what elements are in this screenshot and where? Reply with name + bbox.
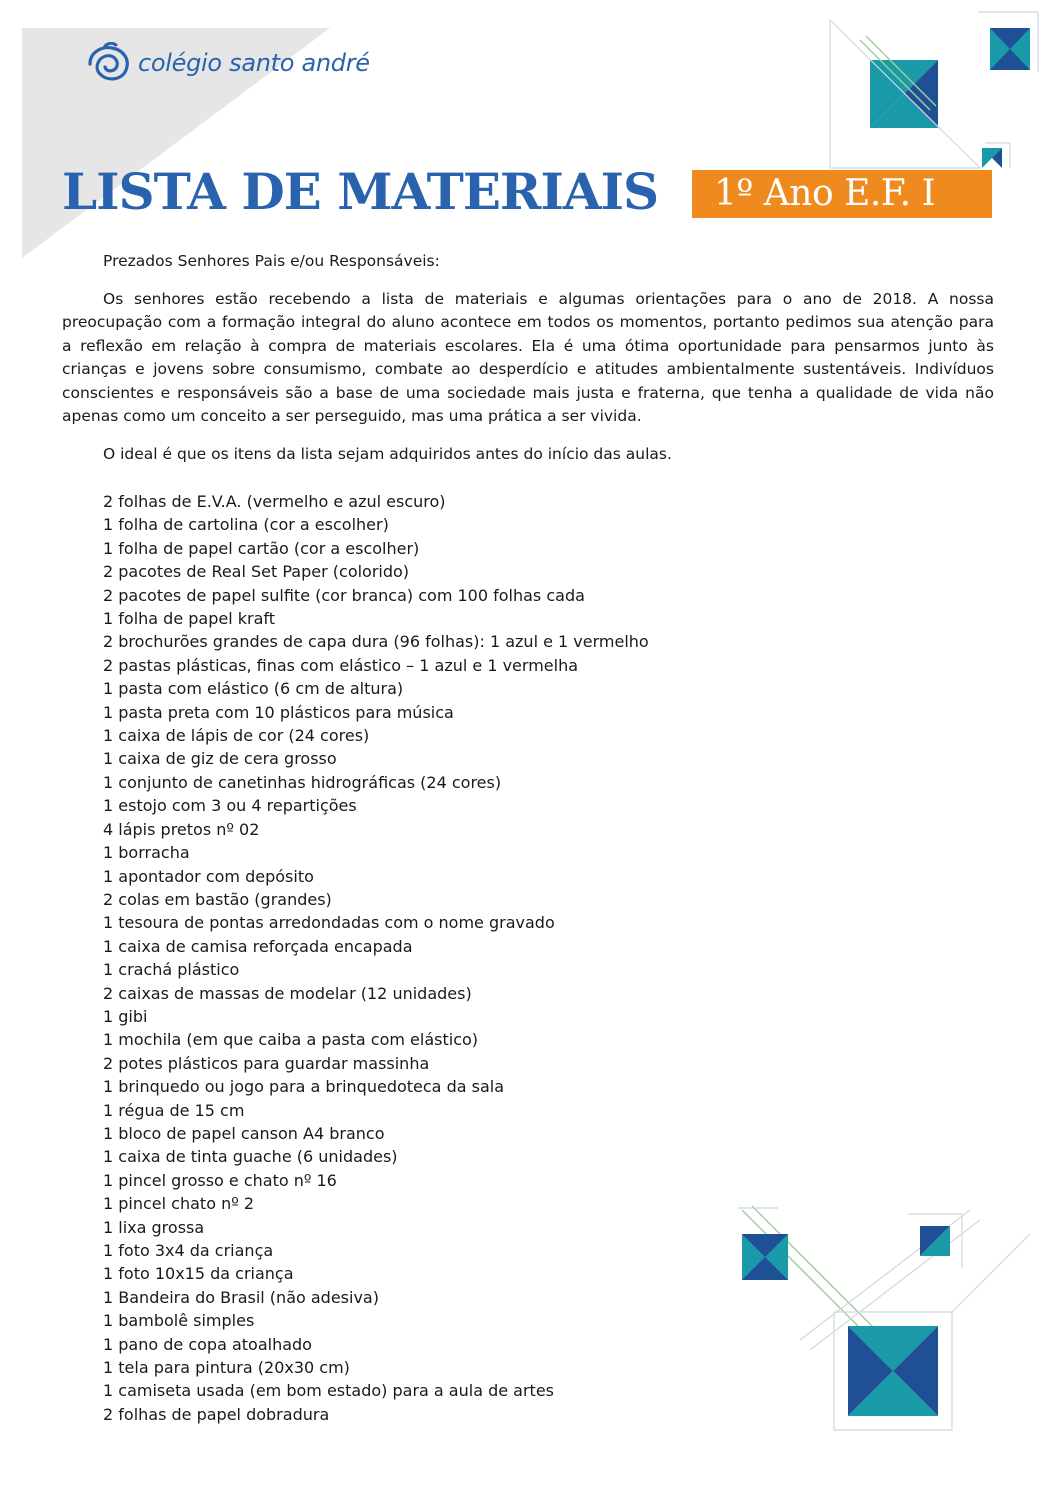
list-item: 1 crachá plástico bbox=[103, 960, 240, 980]
list-item: 1 conjunto de canetinhas hidrográficas (24 cores) bbox=[103, 772, 502, 792]
list-item: 1 foto 10x15 da criança bbox=[103, 1264, 294, 1284]
bottom-right-triangle-decoration bbox=[730, 1200, 1058, 1497]
list-item: 2 brochurões grandes de capa dura (96 folhas): 1 azul e 1 vermelho bbox=[103, 632, 649, 652]
list-item: 1 pincel chato nº 2 bbox=[103, 1194, 255, 1214]
list-item: 2 caixas de massas de modelar (12 unidades) bbox=[103, 983, 472, 1003]
list-item: 1 camiseta usada (em bom estado) para a aula de artes bbox=[103, 1381, 554, 1401]
list-item: 1 régua de 15 cm bbox=[103, 1100, 245, 1120]
list-item: 1 lixa grossa bbox=[103, 1217, 205, 1237]
list-item: 2 pacotes de Real Set Paper (colorido) bbox=[103, 562, 410, 582]
list-item: 1 pasta preta com 10 plásticos para música bbox=[103, 702, 454, 722]
list-item: 1 caixa de giz de cera grosso bbox=[103, 749, 337, 769]
list-item: 1 folha de papel kraft bbox=[103, 609, 276, 629]
note-paragraph: O ideal é que os itens da lista sejam adquiridos antes do início das aulas. bbox=[103, 444, 672, 463]
list-item: 1 tesoura de pontas arredondadas com o nome gravado bbox=[103, 913, 555, 933]
list-item: 1 folha de cartolina (cor a escolher) bbox=[103, 515, 389, 535]
list-item: 1 borracha bbox=[103, 843, 190, 863]
list-item: 1 brinquedo ou jogo para a brinquedoteca da sala bbox=[103, 1077, 505, 1097]
greeting: Prezados Senhores Pais e/ou Responsáveis: bbox=[103, 252, 440, 270]
top-right-triangle-decoration bbox=[820, 0, 1058, 180]
list-item: 1 caixa de lápis de cor (24 cores) bbox=[103, 726, 370, 746]
list-item: 2 potes plásticos para guardar massinha bbox=[103, 1053, 430, 1073]
list-item: 1 folha de papel cartão (cor a escolher) bbox=[103, 538, 420, 558]
list-item: 4 lápis pretos nº 02 bbox=[103, 819, 260, 839]
list-item: 1 gibi bbox=[103, 1006, 148, 1026]
list-item: 1 Bandeira do Brasil (não adesiva) bbox=[103, 1287, 379, 1307]
intro-paragraph: Os senhores estão recebendo a lista de materiais e algumas orientações para o ano de 2018. A nossa preocupação com a formação integral do aluno acontece em todos os momentos, portanto pedimos sua atenção para a reflexão em relação à compra de materiais escolares. Ela é uma ótima oportunidade para pensarmos junto às crianças e jovens sobre consumismo, combate ao desperdício e atitudes ambientalmente sustentáveis. Indivíduos conscientes e responsáveis são a base de uma sociedade mais justa e fraterna, que tenha a qualidade de vida não apenas como um conceito a ser perseguido, mas uma prática a ser vivida. bbox=[62, 289, 994, 425]
list-item: 1 apontador com depósito bbox=[103, 866, 314, 886]
list-item: 1 mochila (em que caiba a pasta com elástico) bbox=[103, 1030, 479, 1050]
list-item: 2 pacotes de papel sulfite (cor branca) com 100 folhas cada bbox=[103, 585, 585, 605]
list-item: 1 pincel grosso e chato nº 16 bbox=[103, 1170, 337, 1190]
list-item: 2 pastas plásticas, finas com elástico – 1 azul e 1 vermelha bbox=[103, 655, 579, 675]
school-logo bbox=[86, 42, 370, 84]
grade-badge: 1º Ano E.F. I bbox=[692, 170, 992, 218]
list-item: 1 foto 3x4 da criança bbox=[103, 1241, 274, 1260]
list-item: 2 colas em bastão (grandes) bbox=[103, 889, 332, 909]
list-item: 2 folhas de papel dobradura bbox=[103, 1404, 330, 1424]
spiral-logo-icon bbox=[86, 42, 136, 84]
list-item: 1 pano de copa atoalhado bbox=[103, 1334, 312, 1354]
logo-text: colégio santo andré bbox=[138, 49, 370, 77]
list-item: 1 bloco de papel canson A4 branco bbox=[103, 1123, 385, 1143]
list-item: 1 tela para pintura (20x30 cm) bbox=[103, 1358, 350, 1378]
list-item: 1 caixa de tinta guache (6 unidades) bbox=[103, 1147, 398, 1167]
list-item: 1 caixa de camisa reforçada encapada bbox=[103, 936, 413, 956]
list-item: 1 estojo com 3 ou 4 repartições bbox=[103, 796, 357, 816]
page-title: LISTA DE MATERIAIS bbox=[62, 162, 659, 221]
list-item: 2 folhas de E.V.A. (vermelho e azul escuro) bbox=[103, 492, 446, 511]
list-item: 1 bambolê simples bbox=[103, 1311, 255, 1331]
list-item: 1 pasta com elástico (6 cm de altura) bbox=[103, 679, 404, 699]
